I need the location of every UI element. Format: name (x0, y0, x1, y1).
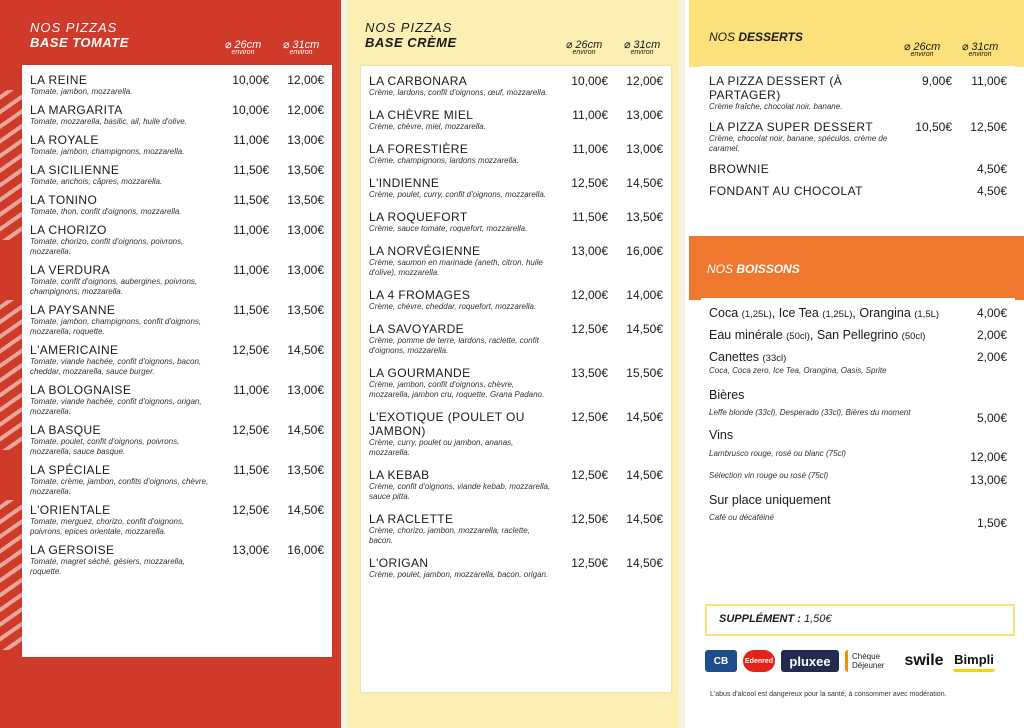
price: 12,00€ (970, 450, 1007, 464)
price-31cm: 14,50€ (626, 512, 663, 526)
price-26cm: 12,50€ (232, 423, 269, 437)
table-row (30, 543, 324, 577)
table-row (709, 162, 1007, 176)
price-26cm: 12,50€ (571, 468, 608, 482)
item-name: L'AMERICAINE (30, 343, 119, 357)
item-name: LA SPÉCIALE (30, 463, 111, 477)
price-31cm: 4,50€ (976, 184, 1007, 198)
price-31cm: 13,00€ (287, 223, 324, 237)
list-item: Coca (1,25L), Ice Tea (1,25L), Orangina (1,5L) 4,00€ (709, 306, 1007, 320)
item-name: LA FORESTIÈRE (369, 142, 469, 156)
item-description: Crème, sauce tomate, roquefort, mozzarella. (369, 224, 528, 233)
section-title: NOS BOISSONS (707, 262, 800, 276)
price-26cm: 10,00€ (232, 103, 269, 117)
price-31cm: 14,50€ (626, 468, 663, 482)
size-header (222, 38, 322, 56)
drinks-card (701, 298, 1015, 594)
price-31cm: 13,00€ (287, 383, 324, 397)
item-description: Tomate, jambon, champignons, mozzarella. (30, 147, 185, 156)
item-name: LA ROYALE (30, 133, 99, 147)
table-row (30, 383, 324, 417)
list-item: Eau minérale (50cl), San Pellegrino (50cl) 2,00€ (709, 328, 1007, 342)
item-description: Tomate, chorizo, confit d'oignons, poivrons, mozzarella. (30, 237, 184, 256)
size-small: ⌀ 26cm (903, 41, 941, 53)
item-name: L'ORIENTALE (30, 503, 111, 517)
list-item (709, 388, 1007, 425)
cb-logo: CB (705, 650, 737, 672)
price-31cm: 14,50€ (287, 423, 324, 437)
item-description: Lambrusco rouge, rosé ou blanc (75cl) (709, 449, 846, 458)
item-description: Tomate, viande hachée, confit d'oignons, origan, mozzarella. (30, 397, 202, 416)
table-row (30, 423, 324, 457)
price-26cm: 10,50€ (915, 120, 952, 134)
item-name: LA CHORIZO (30, 223, 107, 237)
swile-logo: swile (904, 652, 944, 669)
table-row (30, 163, 324, 187)
price-31cm: 14,50€ (626, 176, 663, 190)
price-26cm: 12,50€ (232, 343, 269, 357)
price-26cm: 11,50€ (233, 303, 269, 317)
price-26cm: 13,50€ (571, 366, 608, 380)
item-description: Crème, chèvre, miel, mozzarella. (369, 122, 486, 131)
price: 2,00€ (976, 350, 1007, 364)
section-title-line1: NOS PIZZAS (30, 20, 118, 35)
boissons-header (689, 236, 1024, 300)
item-name: LA GOURMANDE (369, 366, 471, 380)
size-note: environ (968, 51, 992, 58)
item-description: Tomate, confit d'oignons, aubergines, poivrons, champignons, mozzarella. (30, 277, 198, 296)
item-name: LA REINE (30, 73, 88, 87)
price-31cm: 14,50€ (626, 556, 663, 570)
price-31cm: 11,00€ (971, 74, 1007, 88)
menu-card (701, 66, 1015, 218)
price-26cm: 12,50€ (571, 410, 608, 424)
price-26cm: 9,00€ (921, 74, 952, 88)
item-name: L'INDIENNE (369, 176, 440, 190)
item-name: LA VERDURA (30, 263, 111, 277)
size-small: ⌀ 26cm (224, 39, 262, 51)
section-title-line2: BASE CRÈME (365, 35, 457, 50)
item-name: LA CHÈVRE MIEL (369, 108, 474, 122)
panel-base-creme (341, 0, 685, 728)
item-description: Tomate, mozzarella, basilic, ail, huile d'olive. (30, 117, 187, 126)
item-name: BROWNIE (709, 162, 770, 176)
price-26cm: 11,00€ (233, 263, 269, 277)
price: 2,00€ (976, 328, 1007, 342)
size-note: environ (572, 49, 596, 56)
price-26cm: 11,00€ (233, 223, 269, 237)
price-26cm: 10,00€ (232, 73, 269, 87)
section-title-line1: NOS PIZZAS (365, 20, 453, 35)
table-row (30, 343, 324, 377)
item-name: LA KEBAB (369, 468, 430, 482)
item-description: Leffe blonde (33cl), Desperado (33cl), Bières du moment (709, 408, 911, 417)
item-description: Crème, poulet, curry, confit d'oignons, mozzarella. (369, 190, 547, 199)
price-31cm: 13,50€ (287, 193, 324, 207)
list-item (709, 493, 1007, 530)
item-name: Sur place uniquement (709, 493, 831, 507)
item-description: Crème, chèvre, cheddar, roquefort, mozzarella. (369, 302, 537, 311)
size-note: environ (630, 49, 654, 56)
price-31cm: 13,00€ (626, 142, 663, 156)
price-26cm: 11,50€ (233, 163, 269, 177)
price-26cm: 11,50€ (572, 210, 608, 224)
price-26cm: 12,50€ (571, 176, 608, 190)
table-row (30, 463, 324, 497)
price-26cm: 13,00€ (571, 244, 608, 258)
price-26cm: 12,50€ (232, 503, 269, 517)
item-name: L'EXOTIQUE (POULET OU JAMBON) (369, 410, 525, 438)
item-name: Bières (709, 388, 745, 402)
price-26cm: 10,00€ (571, 74, 608, 88)
item-name: Vins (709, 428, 734, 442)
table-row (30, 223, 324, 257)
price-26cm: 12,50€ (571, 322, 608, 336)
price-26cm: 11,00€ (233, 383, 269, 397)
item-name: LA MARGARITA (30, 103, 123, 117)
list-item (709, 428, 1007, 487)
table-row (369, 244, 663, 278)
item-description: Crème, chocolat noir, banane, spéculos, crème de caramel. (709, 134, 888, 153)
price-31cm: 12,50€ (970, 120, 1007, 134)
table-row (30, 103, 324, 127)
item-name: LA PAYSANNE (30, 303, 116, 317)
item-description: Tomate, thon, confit d'oignons, mozzarella. (30, 207, 182, 216)
menu-card (22, 65, 332, 657)
price-31cm: 14,50€ (287, 343, 324, 357)
price-31cm: 16,00€ (287, 543, 324, 557)
payment-logos (705, 650, 995, 672)
size-large: ⌀ 31cm (623, 39, 661, 51)
item-description: Crème, saumon en marinade (aneth, citron, huile d'olive), mozzarella. (369, 258, 543, 277)
item-description: Crème, chorizo, jambon, mozzarella, raclette, bacon. (369, 526, 530, 545)
table-row (709, 120, 1007, 154)
item-name: LA PIZZA SUPER DESSERT (709, 120, 873, 134)
table-row (30, 503, 324, 537)
table-row (369, 556, 663, 580)
table-row (30, 263, 324, 297)
price-26cm: 11,50€ (233, 463, 269, 477)
supplement-value: 1,50€ (803, 613, 832, 625)
bimpli-logo: Bimpli (953, 650, 995, 672)
price-31cm: 14,50€ (626, 322, 663, 336)
item-name: LA SICILIENNE (30, 163, 120, 177)
table-row (369, 74, 663, 98)
price: 13,00€ (970, 473, 1007, 487)
price-31cm: 15,50€ (626, 366, 663, 380)
size-small: ⌀ 26cm (565, 39, 603, 51)
table-row (369, 108, 663, 132)
section-title: NOS DESSERTS (709, 30, 803, 44)
table-row (30, 73, 324, 97)
table-row (709, 184, 1007, 198)
price-31cm: 12,00€ (287, 103, 324, 117)
item-description: Crème, jambon, confit d'oignons, chèvre, mozzarella, jambon cru, roquette, Grana Padano. (369, 380, 545, 399)
table-row (369, 410, 663, 458)
price: 4,00€ (976, 306, 1007, 320)
table-row (369, 468, 663, 502)
section-header (30, 20, 129, 50)
table-row (369, 176, 663, 200)
table-row (709, 74, 1007, 112)
item-name: LA PIZZA DESSERT (À PARTAGER) (709, 74, 843, 102)
size-large: ⌀ 31cm (282, 39, 320, 51)
item-name: LA SAVOYARDE (369, 322, 465, 336)
price-26cm: 11,00€ (572, 108, 608, 122)
item-description: Crème, confit d'oignons, viande kebab, mozzarella, sauce pitta. (369, 482, 551, 501)
pluxee-logo: pluxee (781, 650, 839, 672)
item-name: LA ROQUEFORT (369, 210, 468, 224)
size-note: environ (231, 49, 255, 56)
item-name: LA NORVÉGIENNE (369, 244, 481, 258)
price-31cm: 13,00€ (626, 108, 663, 122)
item-description: Tomate, anchois, câpres, mozzarella. (30, 177, 163, 186)
item-description: Coca, Coca zero, Ice Tea, Orangina, Oasis, Sprite (709, 366, 887, 375)
edenred-logo: Edenred (743, 650, 775, 672)
table-row (369, 142, 663, 166)
alcohol-notice: L'abus d'alcool est dangereux pour la santé, à consommer avec modération. (710, 691, 947, 698)
supplement-box (705, 604, 1015, 636)
item-description: Tomate, poulet, confit d'oignons, poivrons, mozzarella, sauce basque. (30, 437, 180, 456)
size-note: environ (289, 49, 313, 56)
table-row (30, 303, 324, 337)
list-item: Canettes (33cl) Coca, Coca zero, Ice Tea, Orangina, Oasis, Sprite 2,00€ (709, 350, 1007, 375)
item-name: L'ORIGAN (369, 556, 429, 570)
price-26cm: 11,00€ (233, 133, 269, 147)
item-name: LA RACLETTE (369, 512, 454, 526)
section-title-line2: BASE TOMATE (30, 35, 129, 50)
item-name: LA BOLOGNAISE (30, 383, 132, 397)
item-description: Café ou décaféiné (709, 513, 774, 522)
table-row (30, 193, 324, 217)
item-description: Crème fraîche, chocolat noir, banane. (709, 102, 843, 111)
menu-card (361, 66, 671, 692)
panel-base-tomate (0, 0, 341, 728)
price-26cm: 12,50€ (571, 512, 608, 526)
price-31cm: 14,00€ (626, 288, 663, 302)
item-description: Tomate, jambon, champignons, confit d'oignons, mozzarella, roquette. (30, 317, 202, 336)
size-note: environ (910, 51, 934, 58)
price-26cm: 12,00€ (571, 288, 608, 302)
price-31cm: 14,50€ (626, 410, 663, 424)
price-31cm: 13,50€ (287, 303, 324, 317)
price: 1,50€ (976, 516, 1007, 530)
price-26cm: 13,00€ (232, 543, 269, 557)
price-31cm: 13,50€ (287, 163, 324, 177)
item-description: Tomate, magret séché, gésiers, mozzarella, roquette. (30, 557, 185, 576)
item-description: Crème, champignons, lardons mozzarella. (369, 156, 519, 165)
desserts-header (689, 0, 1024, 67)
price-31cm: 12,00€ (626, 74, 663, 88)
price-31cm: 12,00€ (287, 73, 324, 87)
item-description: Crème, poulet, jambon, mozzarella, bacon, origan. (369, 570, 549, 579)
size-large: ⌀ 31cm (961, 41, 999, 53)
size-header (563, 38, 663, 56)
item-name: FONDANT AU CHOCOLAT (709, 184, 863, 198)
price-31cm: 16,00€ (626, 244, 663, 258)
item-description: Tomate, crème, jambon, confits d'oignons, chèvre, mozzarella. (30, 477, 209, 496)
price-31cm: 13,50€ (287, 463, 324, 477)
item-description: Crème, pomme de terre, lardons, raclette, confit d'oignons, mozzarella. (369, 336, 539, 355)
supplement-label: SUPPLÉMENT : (719, 613, 801, 625)
table-row (369, 322, 663, 356)
item-name: LA TONINO (30, 193, 98, 207)
price-26cm: 11,50€ (233, 193, 269, 207)
item-name: LA GERSOISE (30, 543, 115, 557)
table-row (369, 288, 663, 312)
item-name: LA BASQUE (30, 423, 101, 437)
price-31cm: 4,50€ (976, 162, 1007, 176)
item-description: Tomate, merguez, chorizo, confit d'oignons, poivrons, epices orientale, mozzarella. (30, 517, 185, 536)
price-26cm: 12,50€ (571, 556, 608, 570)
price-31cm: 13,00€ (287, 133, 324, 147)
item-description: Crème, lardons, confit d'oignons, œuf, mozzarella. (369, 88, 548, 97)
item-name: LA 4 FROMAGES (369, 288, 471, 302)
item-description: Tomate, jambon, mozzarella. (30, 87, 133, 96)
price-31cm: 13,50€ (626, 210, 663, 224)
price-31cm: 13,00€ (287, 263, 324, 277)
item-description: Crème, curry, poulet ou jambon, ananas, mozzarella. (369, 438, 514, 457)
item-description: Tomate, viande hachée, confit d'oignons, bacon, cheddar, mozzarella, sauce burger. (30, 357, 202, 376)
item-name: LA CARBONARA (369, 74, 468, 88)
item-description: Sélection vin rouge ou rosé (75cl) (709, 471, 829, 480)
table-row (369, 210, 663, 234)
table-row (369, 512, 663, 546)
table-row (369, 366, 663, 400)
price: 5,00€ (976, 411, 1007, 425)
size-header (901, 40, 1001, 58)
price-26cm: 11,00€ (572, 142, 608, 156)
section-header (365, 20, 457, 50)
cheque-dejeuner-logo: Chèque Déjeuner (845, 650, 895, 672)
price-31cm: 14,50€ (287, 503, 324, 517)
table-row (30, 133, 324, 157)
